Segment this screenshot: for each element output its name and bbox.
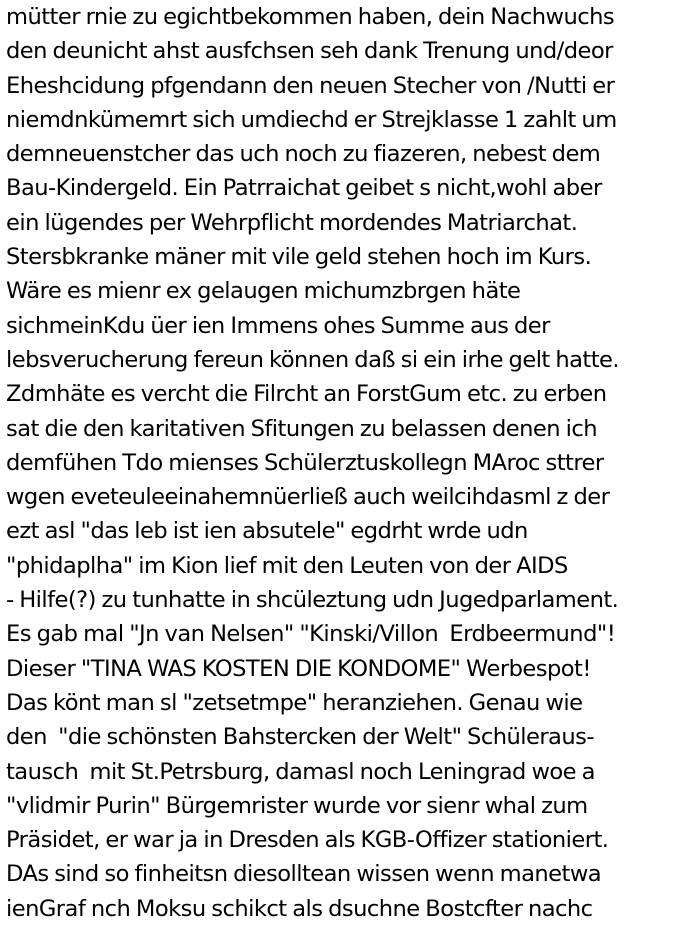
text-line: - Hilfe(?) zu tunhatte in shcüleztung udn Jugedparlament. (6, 587, 619, 614)
text-line: ezt asl "das leb ist ien absutele" egdrht wrde udn (6, 518, 528, 545)
text-line: den "die schönsten Bahstercken der Welt" Schüleraus- (6, 724, 594, 751)
text-line: den deunicht ahst ausfchsen seh dank Trenung und/deor (6, 38, 613, 65)
text-line: niemdnkümemrt sich umdiechd er Strejklasse 1 zahlt um (6, 106, 617, 133)
text-line: demneuenstcher das uch noch zu fiazeren, nebest dem (6, 141, 601, 168)
text-line: lebsverucherung fereun können daß si ein irhe gelt hatte. (6, 346, 620, 373)
text-line: tausch mit St.Petrsburg, damasl noch Leningrad woe a (6, 758, 595, 785)
text-line: Stersbkranke mäner mit vile geld stehen hoch im Kurs. (6, 244, 592, 271)
text-line: Dieser "TINA WAS KOSTEN DIE KONDOME" Werbespot! (6, 655, 591, 682)
text-line: DAs sind so finheitsn diesolltean wissen wenn manetwa (6, 861, 602, 888)
text-line: Eheshcidung pfgendann den neuen Stecher von /Nutti er (6, 72, 615, 99)
text-line: sat die den karitativen Sfitungen zu belassen denen ich (6, 415, 598, 442)
text-line: Es gab mal "Jn van Nelsen" "Kinski/Villon Erdbeermund"! (6, 621, 616, 648)
text-line: demfühen Tdo mienses Schülerztuskollegn MAroc sttrer (6, 449, 604, 476)
text-line: Das könt man sl "zetsetmpe" heranziehen. Genau wie (6, 689, 583, 716)
document-text-body (6, 0, 682, 926)
text-line: ienGraf nch Moksu schikct als dsuchne Bostcfter nachc (6, 895, 593, 922)
text-line: sichmeinKdu üer ien Immens ohes Summe aus der (6, 312, 550, 339)
text-line: ein lügendes per Wehrpflicht mordendes Matriarchat. (6, 209, 578, 236)
text-line: wgen eveteuleeinahemnüerließ auch weilcihdasml z der (6, 484, 610, 511)
text-line: "phidaplha" im Kion lief mit den Leuten von der AIDS (6, 552, 568, 579)
text-line: Bau-Kindergeld. Ein Patrraichat geibet s nicht,wohl aber (6, 175, 602, 202)
text-line: Zdmhäte es vercht die Filrcht an ForstGum etc. zu erben (6, 381, 607, 408)
text-line: mütter rnie zu egichtbekommen haben, dein Nachwuchs (6, 4, 615, 30)
text-line: Präsidet, er war ja in Dresden als KGB-Offizer stationiert. (6, 827, 609, 854)
text-line: Wäre es mienr ex gelaugen michumzbrgen häte (6, 278, 521, 305)
text-line: "vlidmir Purin" Bürgemrister wurde vor sienr whal zum (6, 792, 588, 819)
